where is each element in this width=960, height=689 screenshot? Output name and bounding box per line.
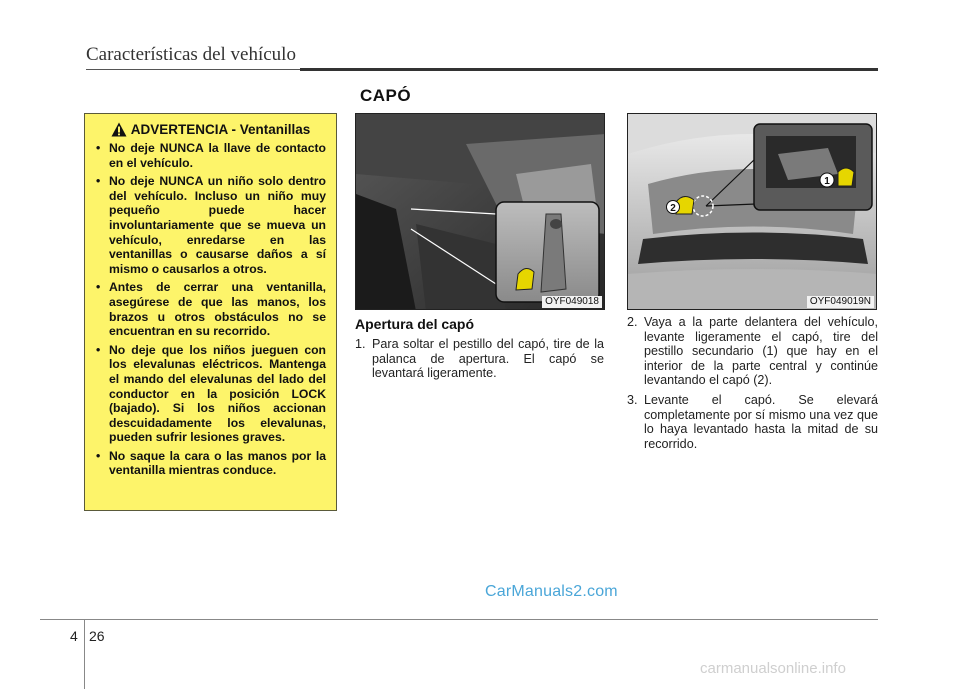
figure-code: OYF049019N <box>807 296 874 308</box>
watermark-link[interactable]: CarManuals2.com <box>485 583 618 600</box>
warning-item: • No saque la cara o las manos por la ventanilla mientras conduce. <box>95 449 326 478</box>
warning-item: • No deje NUNCA la llave de contacto en el vehículo. <box>95 141 326 170</box>
step-2 <box>627 315 878 388</box>
callout-1: 1 <box>824 176 830 187</box>
callout-2: 2 <box>670 203 676 214</box>
step-text: Vaya a la parte delantera del vehículo, levante ligeramente el capó, tire del pestillo secundario (1) que hay en el interior de la parte central y continúe levantando el capó (2). <box>644 315 878 388</box>
footer-rule <box>40 619 878 620</box>
footer-watermark: carmanualsonline.info <box>700 660 846 677</box>
warning-header <box>95 122 326 137</box>
warning-item: • No deje NUNCA un niño solo dentro del vehículo. Incluso un niño muy pequeño puede hacer involuntariamente que se mueva un vehículo, enredarse en las ventanillas o causarse daños a sí mismo o causarlos a otros. <box>95 174 326 276</box>
lever-illustration <box>356 114 605 310</box>
step-number: 2. <box>627 315 638 329</box>
figure-hood-latch <box>627 113 877 310</box>
step-text: Para soltar el pestillo del capó, tire de la palanca de apertura. El capó se levantará ligeramente. <box>372 337 604 381</box>
warning-title: ADVERTENCIA - Ventanillas <box>130 122 311 137</box>
step-text: Levante el capó. Se elevará completamente por sí mismo una vez que lo haya levantado hasta la mitad de su recorrido. <box>644 393 878 451</box>
step-1 <box>355 337 604 381</box>
chapter-number: 4 <box>70 628 78 644</box>
warning-list <box>95 141 326 478</box>
step-3 <box>627 393 878 451</box>
header-rule-thick <box>300 68 878 71</box>
subheading: Apertura del capó <box>355 316 475 332</box>
warning-item: • No deje que los niños jueguen con los elevalunas eléctricos. Mantenga el mando del elevalunas del lado del conductor en la posición LOCK (bajado). Si los niños accionan descuidadamente los elevalunas, pueden sufrir lesiones graves. <box>95 343 326 445</box>
section-title: CAPÓ <box>360 86 412 105</box>
footer-divider <box>84 620 85 689</box>
warning-item: • Antes de cerrar una ventanilla, asegúrese de que las manos, los brazos u otros obstáculos no se encuentran en su recorrido. <box>95 280 326 338</box>
warning-triangle-icon <box>111 122 127 137</box>
page-number: 26 <box>89 628 105 644</box>
step-number: 3. <box>627 393 638 407</box>
figure-code: OYF049018 <box>542 296 602 308</box>
step-number: 1. <box>355 337 366 351</box>
figure-hood-release-lever <box>355 113 605 310</box>
car-front-illustration <box>628 114 877 310</box>
warning-box <box>84 113 337 511</box>
page-header-title: Características del vehículo <box>86 44 296 65</box>
